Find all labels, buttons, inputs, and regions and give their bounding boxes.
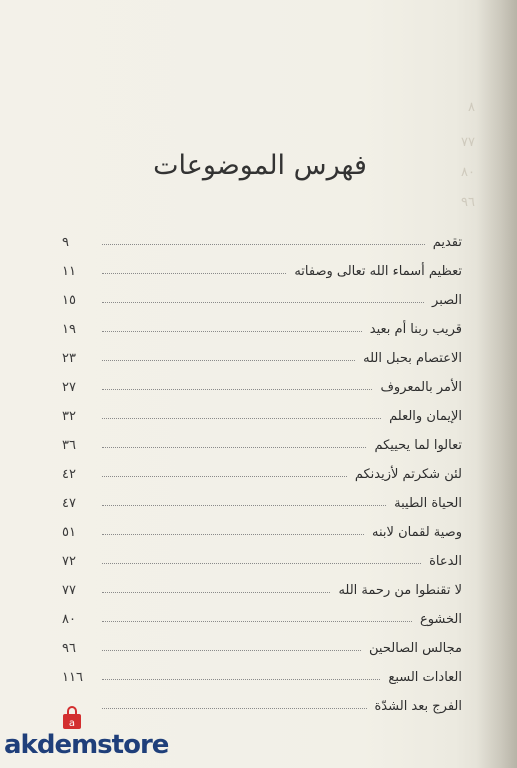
toc-entry-page: ١٩: [62, 322, 76, 337]
toc-entry: [62, 663, 462, 685]
toc-entry-title: لئن شكرتم لأزيدنكم: [354, 467, 462, 482]
toc-entry-page: ٢٧: [62, 380, 76, 395]
toc-entry-title: الاعتصام بحبل الله: [363, 351, 462, 366]
toc-leader-dots: [102, 388, 372, 390]
toc-entry-page: ٤٢: [62, 467, 76, 482]
svg-text:a: a: [68, 718, 76, 729]
toc-entry-page: ٩٦: [62, 641, 76, 656]
toc-entry-page: ٣٦: [62, 438, 76, 453]
toc-entry: [62, 402, 462, 424]
bleed-through-text: ٨: [468, 100, 475, 115]
toc-entry: [62, 460, 462, 482]
toc-entry: [62, 286, 462, 308]
toc-entry: [62, 315, 462, 337]
toc-entry-title: لا تقنطوا من رحمة الله: [338, 583, 462, 598]
toc-entry-title: الحياة الطيبة: [394, 496, 462, 511]
bleed-through-text: ٩٦: [461, 195, 475, 210]
toc-leader-dots: [102, 330, 362, 332]
toc-entry-page: ٨٠: [62, 612, 76, 627]
shopping-bag-icon: [60, 706, 84, 730]
toc-entry: [62, 605, 462, 627]
page-gutter-shadow: [477, 0, 517, 768]
toc-entry: [62, 518, 462, 540]
toc-entry-page: ١١: [62, 264, 76, 279]
toc-entry-page: ٣٢: [62, 409, 76, 424]
toc-entry-title: الإيمان والعلم: [389, 409, 462, 424]
toc-entry-title: الصبر: [432, 293, 462, 308]
toc-entry: [62, 576, 462, 598]
watermark-text: akdemstore: [4, 730, 169, 760]
toc-entry-page: ٧٧: [62, 583, 76, 598]
watermark-logo: [4, 706, 169, 766]
toc-leader-dots: [102, 417, 381, 419]
toc-entry-page: ١٥: [62, 293, 76, 308]
bleed-through-text: ٨٠: [461, 165, 475, 180]
toc-entry-title: مجالس الصالحين: [369, 641, 462, 656]
toc-leader-dots: [102, 301, 424, 303]
toc-leader-dots: [102, 504, 386, 506]
toc-entry-page: ٤٧: [62, 496, 76, 511]
toc-entry-page: ٢٣: [62, 351, 76, 366]
toc-entry-title: تعظيم أسماء الله تعالى وصفاته: [294, 264, 462, 279]
toc-leader-dots: [102, 533, 364, 535]
toc-entry: [62, 634, 462, 656]
toc-leader-dots: [102, 562, 421, 564]
toc-leader-dots: [102, 649, 361, 651]
toc-entry-page: ٥١: [62, 525, 76, 540]
toc-entry-title: الأمر بالمعروف: [380, 380, 462, 395]
toc-entry: [62, 431, 462, 453]
toc-entry-title: وصية لقمان لابنه: [372, 525, 462, 540]
toc-leader-dots: [102, 359, 355, 361]
toc-entry-page: ٧٢: [62, 554, 76, 569]
toc-leader-dots: [102, 243, 425, 245]
toc-leader-dots: [102, 591, 330, 593]
toc-entry-title: تقديم: [432, 235, 462, 250]
page-title: فهرس الموضوعات: [153, 150, 367, 181]
toc-leader-dots: [102, 272, 286, 274]
toc-entry: [62, 547, 462, 569]
toc-leader-dots: [102, 678, 380, 680]
toc-entry-title: الخشوع: [419, 612, 462, 627]
toc-entry-title: العادات السبع: [388, 670, 462, 685]
toc-entry: [62, 344, 462, 366]
toc-entry-title: تعالوا لما يحييكم: [374, 438, 462, 453]
toc-entry-title: الدعاة: [429, 554, 462, 569]
toc-entry: [62, 373, 462, 395]
toc-entry: [62, 228, 462, 250]
toc-entry: [62, 257, 462, 279]
toc-leader-dots: [102, 620, 412, 622]
toc-leader-dots: [102, 446, 366, 448]
toc-entry-page: ٩: [62, 235, 69, 250]
toc-entry-title: قريب ربنا أم بعيد: [369, 322, 462, 337]
toc-leader-dots: [102, 475, 347, 477]
toc-entry-page: ١١٦: [62, 670, 83, 685]
bleed-through-text: ٧٧: [461, 135, 475, 150]
toc-entry: [62, 489, 462, 511]
toc-entry-title: الفرج بعد الشدّة: [374, 699, 462, 714]
